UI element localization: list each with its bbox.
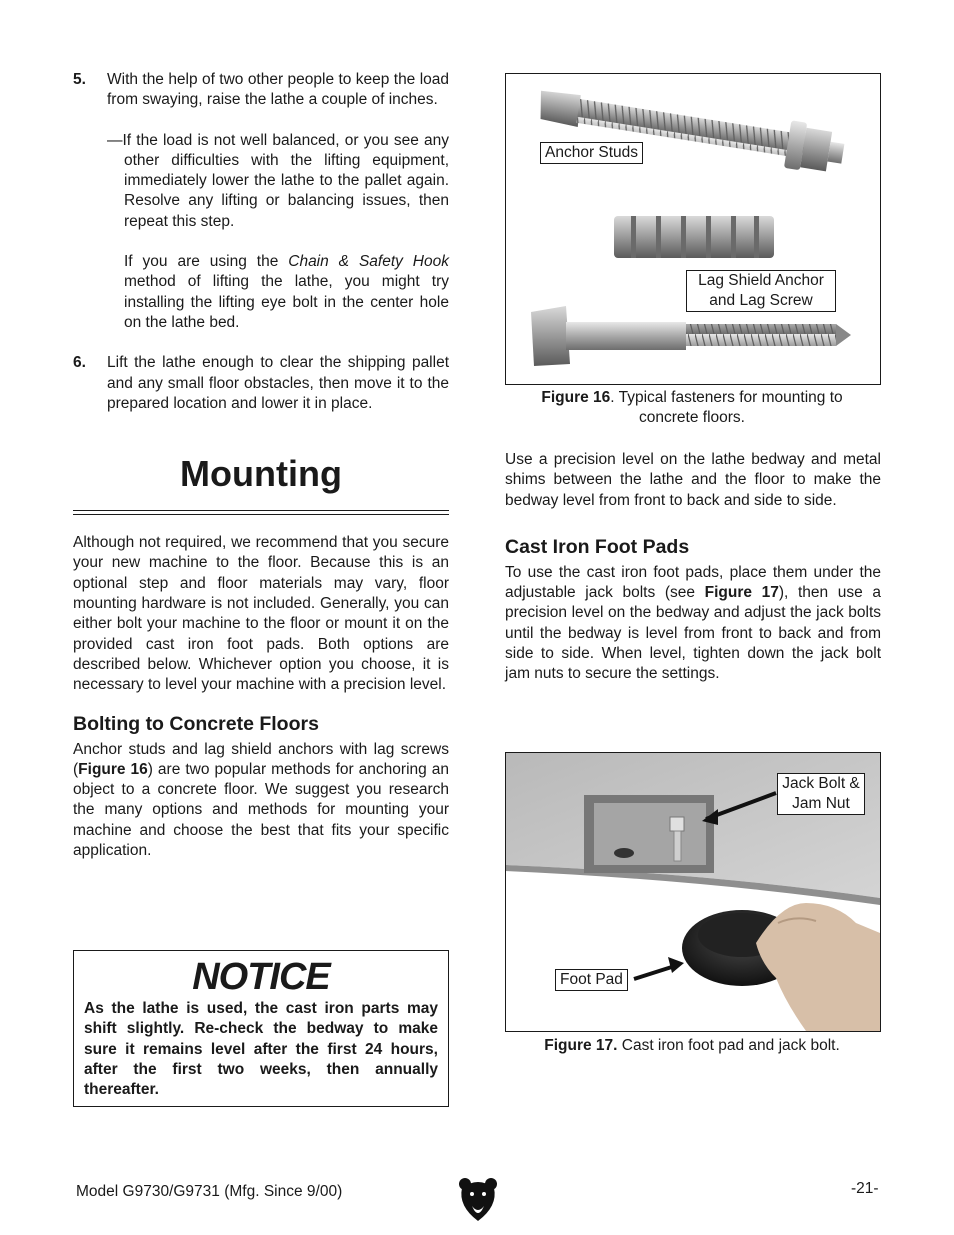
level-paragraph: Use a precision level on the lathe bedway and metal shims between the lathe and the floor to make the bedway level from front to back and side to side.: [505, 451, 881, 509]
step-text: Lift the lathe enough to clear the shipping pallet and any small floor obstacles, then move it to the prepared location and lower it in place.: [107, 354, 449, 412]
step-number: 6.: [73, 354, 86, 372]
lag-shield-icon: [614, 216, 774, 258]
bear-head-logo-icon: [458, 1176, 498, 1222]
step-5: [73, 70, 449, 111]
footer-page-number: -21-: [851, 1180, 879, 1197]
fasteners-illustration: [506, 74, 880, 384]
footer-model: Model G9730/G9731 (Mfg. Since 9/00): [76, 1183, 343, 1200]
foot-pads-paragraph: To use the cast iron foot pads, place them under the adjustable jack bolts (see Figure 17), then use a precision level on the bedway and adjust the jack bolts until the bedway is level from front to back and from side to side. When level, tighten down the jack bolt jam nuts to secure the settings.: [505, 563, 881, 683]
lag-screw-icon: [531, 306, 851, 366]
right-column: [505, 450, 881, 685]
bolting-heading: Bolting to Concrete Floors: [73, 712, 319, 735]
step-5-note: —If the load is not well balanced, or you see any other difficulties with the lifting equipment, immediately lower the lathe to the pallet again. Resolve any lifting or balancing issues, then repeat this step.: [107, 131, 449, 230]
jack-bolt-label: Jack Bolt & Jam Nut: [777, 773, 865, 815]
figure-ref: Figure 17: [704, 584, 779, 602]
anchor-studs-label: Anchor Studs: [540, 142, 643, 164]
bolting-paragraph: Anchor studs and lag shield anchors with lag screws (Figure 16) are two popular methods for anchoring an object to a concrete floor. We suggest you research the many options and methods for mounting your machine and choose the best that fits your specific application.: [73, 740, 449, 860]
intro-paragraph: Although not required, we recommend that you secure your new machine to the floor. Because this is an optional step and floor materials may vary, floor mounting hardware is not included. Generally, you can either bolt your machine to the floor or mount it on the provided cast iron foot pads. Both options are described below. Whichever option you choose, it is necessary to level your machine with a precision level.: [73, 534, 449, 694]
step-6: [73, 353, 449, 414]
method-name: Chain & Safety Hook: [288, 253, 449, 271]
step-text: With the help of two other people to keep the load from swaying, raise the lathe a couple of inches.: [107, 71, 449, 109]
step-5-note-chain: If you are using the Chain & Safety Hook method of lifting the lathe, you might try installing the lifting eye bolt in the center hole on the lathe bed.: [124, 253, 449, 331]
notice-box: [73, 950, 449, 1107]
figure-ref: Figure 16: [78, 760, 148, 778]
lag-shield-label: Lag Shield Anchor and Lag Screw: [686, 270, 836, 312]
foot-pads-heading: Cast Iron Foot Pads: [505, 535, 690, 558]
figure-17-image: [505, 752, 881, 1032]
left-column: [73, 70, 449, 861]
figure-17-caption: Figure 17. Cast iron foot pad and jack bolt.: [544, 1037, 840, 1054]
foot-pad-label: Foot Pad: [555, 969, 628, 991]
step-number: 5.: [73, 71, 86, 88]
figure-16-image: [505, 73, 881, 385]
notice-title: NOTICE: [192, 956, 330, 998]
figure-16-caption: Figure 16. Typical fasteners for mounting to concrete floors.: [541, 389, 843, 427]
notice-body: As the lathe is used, the cast iron parts may shift slightly. Re-check the bedway to make sure it remains level after the first 24 hours, after the first two weeks, then annually thereafter.: [84, 1000, 438, 1099]
section-title: Mounting: [180, 453, 342, 495]
